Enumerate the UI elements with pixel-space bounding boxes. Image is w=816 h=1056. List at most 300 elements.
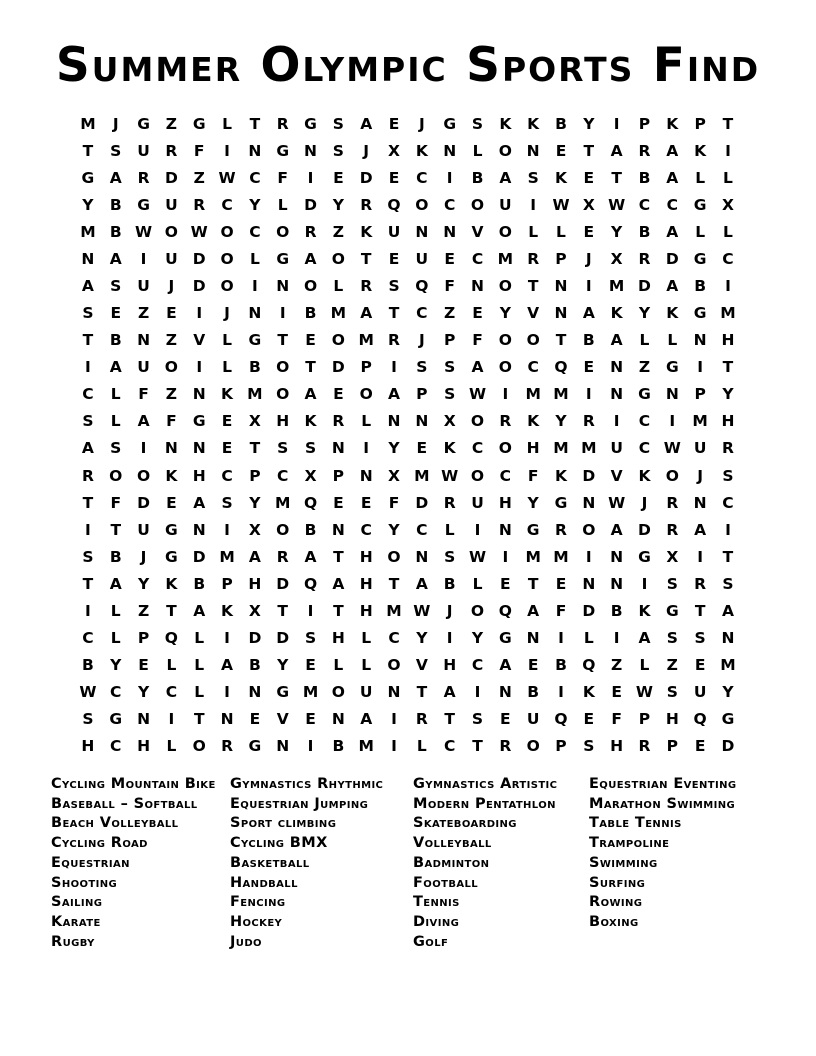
grid-letter: G — [721, 710, 735, 729]
grid-letter: I — [697, 358, 704, 377]
grid-letter: A — [443, 683, 456, 702]
grid-letter: C — [82, 385, 94, 404]
grid-letter: E — [583, 710, 595, 729]
grid-letter: A — [666, 222, 679, 241]
grid-letter: N — [276, 737, 290, 756]
grid-letter: R — [360, 195, 373, 214]
grid-letter: K — [221, 601, 234, 620]
grid-letter: U — [359, 683, 373, 702]
grid-letter: J — [140, 547, 147, 566]
grid-letter: I — [725, 520, 731, 539]
grid-letter: T — [722, 547, 734, 566]
grid-letter: W — [608, 493, 626, 512]
grid-letter: O — [470, 601, 485, 620]
word-list-item: Karate — [51, 914, 101, 931]
grid-letter: G — [276, 141, 290, 160]
grid-letter: C — [471, 656, 484, 675]
grid-letter: T — [277, 331, 288, 350]
grid-letter: Y — [388, 520, 400, 539]
grid-letter: V — [415, 656, 428, 675]
grid-letter: I — [585, 385, 592, 404]
grid-letter: S — [332, 114, 344, 133]
grid-letter: G — [137, 195, 150, 214]
grid-letter: M — [553, 439, 569, 458]
grid-letter: N — [192, 520, 206, 539]
grid-letter: O — [526, 737, 540, 756]
grid-letter: X — [388, 141, 400, 160]
grid-letter: E — [333, 385, 344, 404]
word-list-item: Surfing — [589, 874, 646, 891]
grid-letter: U — [137, 358, 150, 377]
grid-letter: H — [192, 466, 206, 485]
grid-letter: I — [140, 439, 147, 458]
grid-letter: S — [277, 439, 289, 458]
grid-letter: A — [193, 493, 206, 512]
grid-letter: D — [359, 168, 373, 187]
grid-letter: A — [582, 304, 595, 323]
word-list-item: Beach Volleyball — [51, 815, 179, 832]
grid-letter: R — [221, 737, 234, 756]
grid-letter: A — [221, 656, 234, 675]
grid-letter: F — [472, 331, 483, 350]
grid-letter: E — [249, 710, 261, 729]
grid-letter: R — [165, 141, 178, 160]
grid-letter: T — [333, 601, 344, 620]
grid-letter: W — [218, 168, 236, 187]
grid-letter: I — [585, 277, 592, 295]
grid-letter: K — [610, 304, 623, 323]
grid-letter: I — [613, 412, 620, 431]
grid-letter: I — [279, 304, 286, 323]
grid-letter: Y — [499, 304, 511, 323]
grid-letter: O — [192, 737, 206, 756]
word-list-item: Hockey — [230, 914, 283, 931]
grid-letter: G — [276, 249, 290, 268]
word-list-column — [51, 775, 230, 953]
grid-letter: U — [499, 195, 512, 214]
word-list-item: Volleyball — [413, 835, 492, 852]
grid-letter: G — [498, 629, 512, 648]
grid-letter: F — [277, 168, 288, 187]
grid-letter: F — [611, 710, 622, 729]
grid-letter: R — [638, 249, 651, 268]
grid-letter: F — [193, 141, 205, 160]
grid-letter: T — [722, 358, 734, 377]
grid-letter: P — [137, 629, 150, 648]
grid-letter: I — [168, 710, 175, 729]
grid-letter: Y — [249, 195, 261, 214]
grid-letter: I — [196, 358, 203, 377]
grid-letter: A — [360, 304, 373, 323]
grid-letter: M — [553, 547, 569, 566]
grid-letter: I — [224, 629, 230, 648]
grid-letter: P — [360, 358, 372, 377]
grid-letter: T — [694, 601, 706, 620]
grid-letter: E — [138, 656, 149, 675]
grid-letter: L — [723, 222, 733, 241]
grid-letter: U — [415, 249, 429, 268]
grid-letter: J — [697, 466, 704, 485]
grid-letter: W — [135, 222, 153, 241]
grid-letter: L — [639, 656, 650, 675]
grid-letter: C — [666, 195, 678, 214]
grid-letter: W — [635, 683, 654, 702]
grid-letter: Y — [611, 222, 623, 241]
grid-letter: P — [221, 574, 233, 593]
word-list-item: Equestrian Jumping — [230, 795, 369, 812]
grid-letter: G — [554, 493, 568, 512]
grid-letter: N — [610, 358, 624, 377]
grid-letter: O — [276, 222, 290, 241]
grid-letter: J — [446, 601, 453, 620]
grid-letter: C — [416, 168, 428, 187]
grid-letter: P — [694, 385, 706, 404]
grid-letter: U — [137, 520, 150, 539]
grid-letter: S — [304, 629, 317, 648]
grid-letter: N — [721, 629, 735, 648]
grid-letter: D — [582, 601, 596, 620]
grid-letter: G — [638, 385, 651, 404]
grid-letter: B — [248, 656, 261, 675]
grid-letter: M — [414, 466, 430, 485]
grid-letter: I — [585, 547, 592, 566]
grid-letter: U — [137, 277, 150, 295]
grid-letter: H — [331, 629, 345, 648]
grid-letter: W — [413, 601, 431, 620]
grid-letter: T — [110, 520, 122, 539]
grid-letter: H — [359, 547, 373, 566]
grid-letter: A — [248, 547, 261, 566]
grid-letter: Z — [332, 222, 344, 241]
grid-letter: N — [582, 574, 596, 593]
grid-letter: T — [722, 114, 734, 133]
grid-letter: I — [251, 277, 258, 295]
grid-letter: Y — [638, 304, 651, 323]
grid-letter: I — [502, 547, 509, 566]
grid-letter: S — [110, 439, 122, 458]
grid-letter: L — [444, 520, 455, 539]
grid-letter: D — [331, 358, 345, 377]
grid-letter: T — [82, 331, 94, 350]
word-list-column — [589, 775, 779, 953]
grid-letter: C — [110, 737, 122, 756]
grid-letter: N — [137, 710, 151, 729]
grid-letter: O — [470, 412, 485, 431]
grid-letter: I — [140, 249, 147, 268]
grid-letter: L — [110, 385, 121, 404]
grid-letter: C — [443, 737, 456, 756]
grid-letter: R — [415, 710, 428, 729]
grid-letter: C — [443, 195, 456, 214]
grid-letter: Z — [137, 304, 150, 323]
grid-letter: J — [363, 141, 370, 160]
grid-letter: M — [525, 547, 541, 566]
grid-letter: A — [109, 168, 122, 187]
word-list-item: Skateboarding — [413, 815, 517, 832]
grid-letter: A — [694, 520, 707, 539]
grid-letter: H — [610, 737, 624, 756]
grid-letter: X — [582, 195, 595, 214]
grid-letter: L — [194, 629, 205, 648]
grid-letter: B — [109, 331, 122, 350]
grid-letter: M — [358, 737, 374, 756]
grid-letter: C — [527, 358, 539, 377]
grid-letter: D — [192, 547, 206, 566]
grid-letter: N — [331, 710, 345, 729]
grid-letter: A — [193, 601, 206, 620]
grid-letter: I — [307, 601, 314, 620]
grid-letter: T — [82, 574, 94, 593]
grid-letter: K — [360, 222, 373, 241]
grid-letter: C — [722, 249, 734, 268]
grid-letter: A — [415, 574, 428, 593]
grid-letter: X — [610, 249, 623, 268]
grid-letter: M — [525, 385, 541, 404]
grid-letter: J — [418, 331, 425, 350]
grid-letter: N — [693, 331, 707, 350]
grid-letter: R — [443, 493, 456, 512]
grid-letter: S — [416, 358, 428, 377]
grid-letter: H — [526, 439, 540, 458]
grid-letter: S — [388, 277, 400, 295]
grid-letter: L — [222, 358, 232, 377]
grid-letter: M — [720, 304, 736, 323]
grid-letter: F — [388, 493, 400, 512]
grid-letter: K — [666, 304, 679, 323]
grid-letter: T — [333, 547, 344, 566]
grid-letter: T — [388, 574, 400, 593]
grid-letter: V — [471, 222, 484, 241]
grid-letter: L — [166, 737, 177, 756]
grid-letter: Y — [277, 656, 289, 675]
grid-letter: B — [109, 547, 122, 566]
grid-letter: J — [224, 304, 230, 323]
grid-letter: G — [443, 114, 457, 133]
grid-letter: Y — [527, 493, 539, 512]
letter-grid — [74, 110, 742, 760]
grid-letter: Z — [666, 656, 678, 675]
grid-letter: B — [443, 574, 456, 593]
grid-letter: P — [332, 466, 345, 485]
grid-letter: I — [530, 195, 537, 214]
grid-letter: C — [499, 466, 512, 485]
grid-letter: K — [666, 114, 679, 133]
grid-letter: P — [555, 737, 567, 756]
grid-letter: K — [165, 574, 178, 593]
grid-letter: B — [82, 656, 94, 675]
grid-letter: E — [388, 114, 400, 133]
grid-letter: I — [725, 141, 731, 160]
grid-letter: L — [695, 222, 706, 241]
grid-letter: D — [192, 277, 206, 295]
grid-letter: T — [360, 249, 372, 268]
grid-letter: N — [415, 547, 429, 566]
word-list-item: Cycling BMX — [230, 835, 328, 852]
grid-letter: F — [444, 277, 455, 295]
grid-letter: X — [721, 195, 734, 214]
grid-letter: N — [554, 304, 568, 323]
grid-letter: I — [196, 304, 203, 323]
grid-letter: N — [554, 277, 568, 295]
grid-letter: O — [164, 358, 178, 377]
grid-letter: N — [387, 412, 401, 431]
grid-letter: R — [388, 331, 400, 350]
grid-letter: R — [499, 737, 512, 756]
grid-letter: I — [224, 520, 230, 539]
grid-letter: H — [359, 601, 373, 620]
grid-letter: C — [249, 168, 261, 187]
grid-letter: C — [110, 683, 122, 702]
grid-letter: O — [331, 249, 345, 268]
grid-letter: S — [444, 385, 456, 404]
grid-letter: H — [721, 331, 735, 350]
word-list-item: Shooting — [51, 874, 118, 891]
grid-letter: N — [192, 439, 206, 458]
grid-letter: S — [471, 710, 484, 729]
grid-letter: K — [165, 466, 178, 485]
grid-letter: S — [110, 141, 122, 160]
grid-letter: S — [666, 629, 678, 648]
grid-letter: U — [693, 683, 707, 702]
grid-letter: I — [85, 601, 91, 620]
grid-letter: M — [330, 304, 347, 323]
grid-letter: R — [555, 520, 567, 539]
word-list-item: Baseball – Softball — [51, 795, 198, 812]
grid-letter: R — [638, 141, 651, 160]
grid-letter: O — [387, 656, 401, 675]
grid-letter: U — [165, 249, 178, 268]
grid-letter: A — [666, 168, 679, 187]
grid-letter: S — [82, 710, 94, 729]
word-list-item: Fencing — [230, 894, 286, 911]
grid-letter: O — [276, 520, 290, 539]
grid-letter: R — [193, 195, 206, 214]
grid-letter: I — [558, 683, 564, 702]
grid-letter: T — [388, 304, 400, 323]
grid-letter: G — [665, 601, 679, 620]
grid-letter: D — [721, 737, 735, 756]
grid-letter: W — [79, 683, 97, 702]
grid-letter: C — [221, 466, 233, 485]
grid-letter: C — [416, 304, 428, 323]
grid-letter: Y — [137, 683, 150, 702]
grid-letter: B — [638, 222, 651, 241]
grid-letter: D — [192, 249, 206, 268]
grid-letter: Q — [554, 358, 568, 377]
grid-letter: L — [110, 629, 121, 648]
grid-letter: H — [665, 710, 679, 729]
word-list-item: Diving — [413, 914, 460, 931]
grid-letter: R — [276, 547, 289, 566]
grid-letter: E — [166, 493, 177, 512]
grid-letter: S — [471, 114, 484, 133]
grid-letter: Q — [303, 493, 318, 512]
word-list — [0, 775, 816, 953]
grid-letter: P — [416, 385, 428, 404]
grid-letter: L — [361, 656, 372, 675]
grid-letter: J — [112, 114, 119, 133]
grid-letter: T — [416, 683, 428, 702]
grid-letter: K — [527, 114, 540, 133]
grid-letter: B — [527, 683, 540, 702]
grid-letter: E — [360, 493, 372, 512]
grid-letter: E — [388, 249, 400, 268]
grid-letter: R — [499, 412, 512, 431]
grid-letter: A — [137, 412, 150, 431]
grid-letter: S — [304, 439, 317, 458]
grid-letter: Z — [611, 656, 623, 675]
grid-letter: C — [722, 493, 734, 512]
word-list-item: Sailing — [51, 894, 103, 911]
grid-letter: N — [331, 520, 345, 539]
grid-letter: O — [387, 547, 401, 566]
grid-letter: A — [666, 141, 679, 160]
grid-letter: I — [446, 168, 453, 187]
grid-letter: X — [248, 412, 261, 431]
grid-letter: R — [666, 520, 679, 539]
grid-letter: T — [555, 331, 567, 350]
grid-letter: R — [638, 737, 651, 756]
grid-letter: N — [81, 249, 95, 268]
word-list-item: Gymnastics Rhythmic — [230, 775, 384, 792]
grid-letter: N — [415, 412, 429, 431]
grid-letter: M — [274, 493, 291, 512]
grid-letter: Y — [137, 574, 150, 593]
grid-letter: M — [302, 683, 319, 702]
grid-letter: S — [110, 277, 122, 295]
grid-letter: S — [527, 168, 539, 187]
grid-letter: D — [638, 520, 651, 539]
grid-letter: R — [582, 412, 595, 431]
grid-letter: Q — [387, 195, 401, 214]
grid-letter: A — [360, 710, 373, 729]
word-list-item: Rowing — [589, 894, 643, 911]
word-list-item: Equestrian Eventing — [589, 775, 737, 792]
grid-letter: E — [583, 222, 595, 241]
grid-letter: J — [641, 493, 648, 512]
grid-letter: A — [109, 249, 122, 268]
grid-letter: Y — [416, 629, 428, 648]
word-list-item: Marathon Swimming — [589, 795, 736, 812]
grid-letter: B — [555, 114, 567, 133]
grid-letter: Z — [638, 358, 651, 377]
grid-letter: B — [638, 168, 651, 187]
grid-letter: G — [192, 412, 206, 431]
grid-letter: L — [110, 412, 121, 431]
grid-letter: B — [332, 737, 345, 756]
grid-letter: E — [555, 141, 567, 160]
grid-letter: U — [165, 195, 178, 214]
grid-letter: J — [418, 114, 425, 133]
grid-letter: Q — [582, 656, 596, 675]
grid-letter: H — [81, 737, 95, 756]
grid-letter: S — [332, 141, 344, 160]
grid-letter: D — [665, 249, 679, 268]
grid-letter: I — [669, 412, 676, 431]
grid-letter: G — [526, 520, 540, 539]
grid-letter: O — [498, 331, 512, 350]
grid-letter: L — [639, 331, 650, 350]
grid-letter: R — [721, 439, 734, 458]
grid-letter: N — [137, 331, 151, 350]
grid-letter: A — [109, 358, 122, 377]
word-list-item: Rugby — [51, 933, 95, 950]
grid-letter: O — [470, 466, 485, 485]
grid-letter: B — [193, 574, 206, 593]
grid-letter: I — [474, 683, 481, 702]
grid-letter: L — [361, 412, 372, 431]
grid-letter: Q — [554, 710, 568, 729]
